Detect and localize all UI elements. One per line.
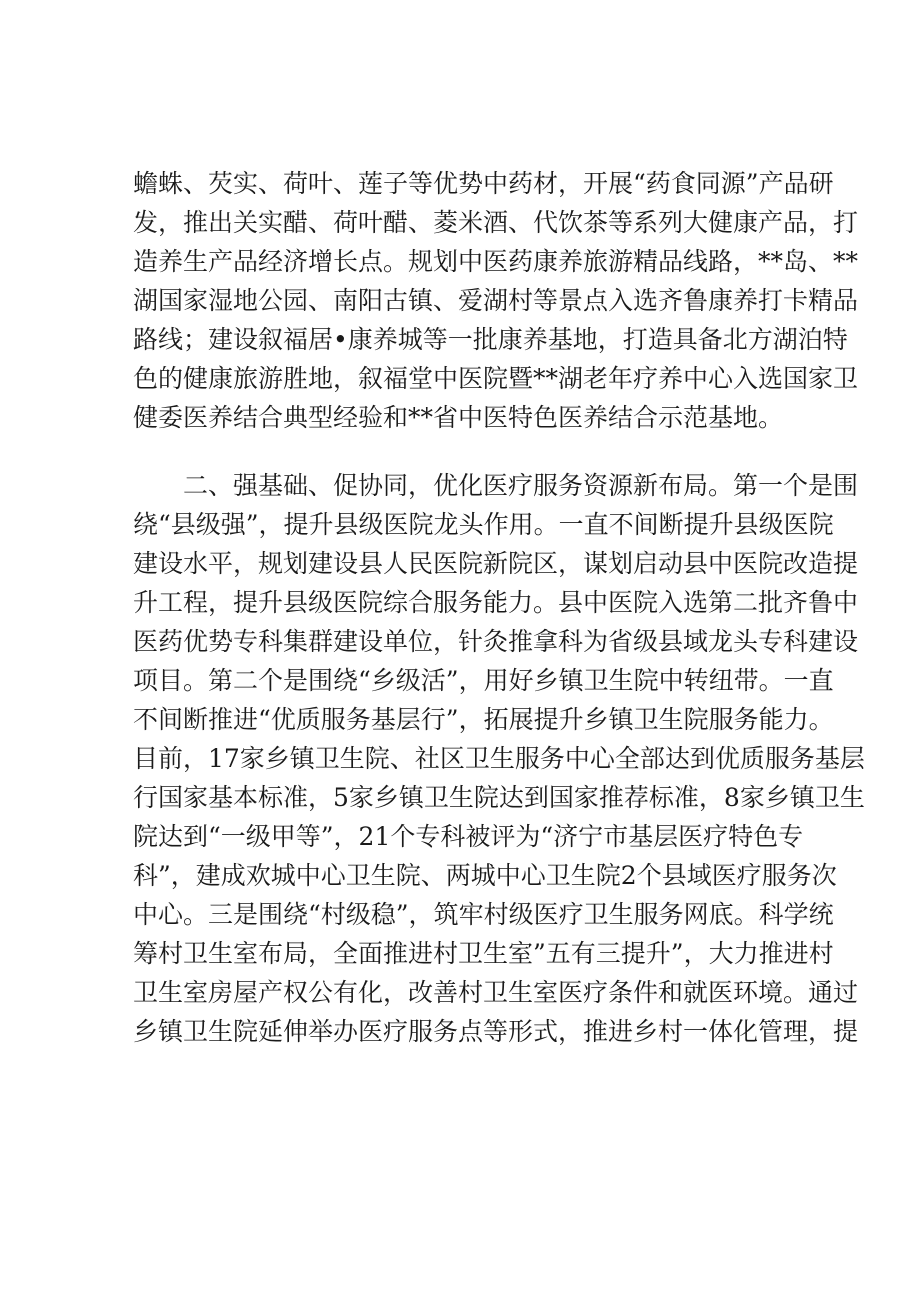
text-line: 科”，建成欢城中心卫生院、两城中心卫生院2个县域医疗服务次 bbox=[133, 861, 837, 890]
text-line: 医药优势专科集群建设单位，针灸推拿科为省级县域龙头专科建设 bbox=[133, 627, 859, 656]
text-line: 行国家基本标准，5家乡镇卫生院达到国家推荐标准，8家乡镇卫生 bbox=[133, 783, 865, 812]
text-line: 乡镇卫生院延伸举办医疗服务点等形式，推进乡村一体化管理，提 bbox=[133, 1017, 859, 1046]
document-page bbox=[133, 164, 865, 1051]
text-line: 目前，17家乡镇卫生院、社区卫生服务中心全部达到优质服务基层 bbox=[133, 744, 865, 773]
text-line: 湖国家湿地公园、南阳古镇、爱湖村等景点入选齐鲁康养打卡精品 bbox=[133, 286, 859, 315]
text-line: 筹村卫生室布局，全面推进村卫生室”五有三提升”，大力推进村 bbox=[133, 939, 834, 968]
paragraph-1 bbox=[133, 164, 859, 437]
text-line: 发，推出关实醋、荷叶醋、菱米酒、代饮茶等系列大健康产品，打 bbox=[133, 208, 859, 237]
text-line: 升工程，提升县级医院综合服务能力。县中医院入选第二批齐鲁中 bbox=[133, 588, 859, 617]
text-line: 建设水平，规划建设县人民医院新院区，谋划启动县中医院改造提 bbox=[133, 549, 859, 578]
text-line: 蟾蛛、芡实、荷叶、莲子等优势中药材，开展“药食同源”产品研 bbox=[133, 169, 834, 198]
paragraph-gap bbox=[133, 437, 796, 466]
text-line: 二、强基础、促协同，优化医疗服务资源新布局。第一个是围 bbox=[133, 471, 859, 500]
paragraph-2 bbox=[133, 466, 865, 1051]
text-line: 色的健康旅游胜地，叙福堂中医院暨**湖老年疗养中心入选国家卫 bbox=[133, 364, 859, 393]
text-line: 绕“县级强”，提升县级医院龙头作用。一直不间断提升县级医院 bbox=[133, 510, 834, 539]
text-line: 中心。三是围绕“村级稳”，筑牢村级医疗卫生服务网底。科学统 bbox=[133, 900, 834, 929]
text-line: 健委医养结合典型经验和**省中医特色医养结合示范基地。 bbox=[133, 403, 784, 432]
text-line: 造养生产品经济增长点。规划中医药康养旅游精品线路，**岛、** bbox=[133, 247, 859, 276]
text-line: 卫生室房屋产权公有化，改善村卫生室医疗条件和就医环境。通过 bbox=[133, 978, 859, 1007]
text-line: 院达到“一级甲等”，21个专科被评为“济宁市基层医疗特色专 bbox=[133, 822, 804, 851]
text-line: 不间断推进“优质服务基层行”，拓展提升乡镇卫生院服务能力。 bbox=[133, 705, 834, 734]
text-line: 项目。第二个是围绕“乡级活”，用好乡镇卫生院中转纽带。一直 bbox=[133, 666, 834, 695]
text-line: 路线；建设叙福居•康养城等一批康养基地，打造具备北方湖泊特 bbox=[133, 325, 848, 354]
